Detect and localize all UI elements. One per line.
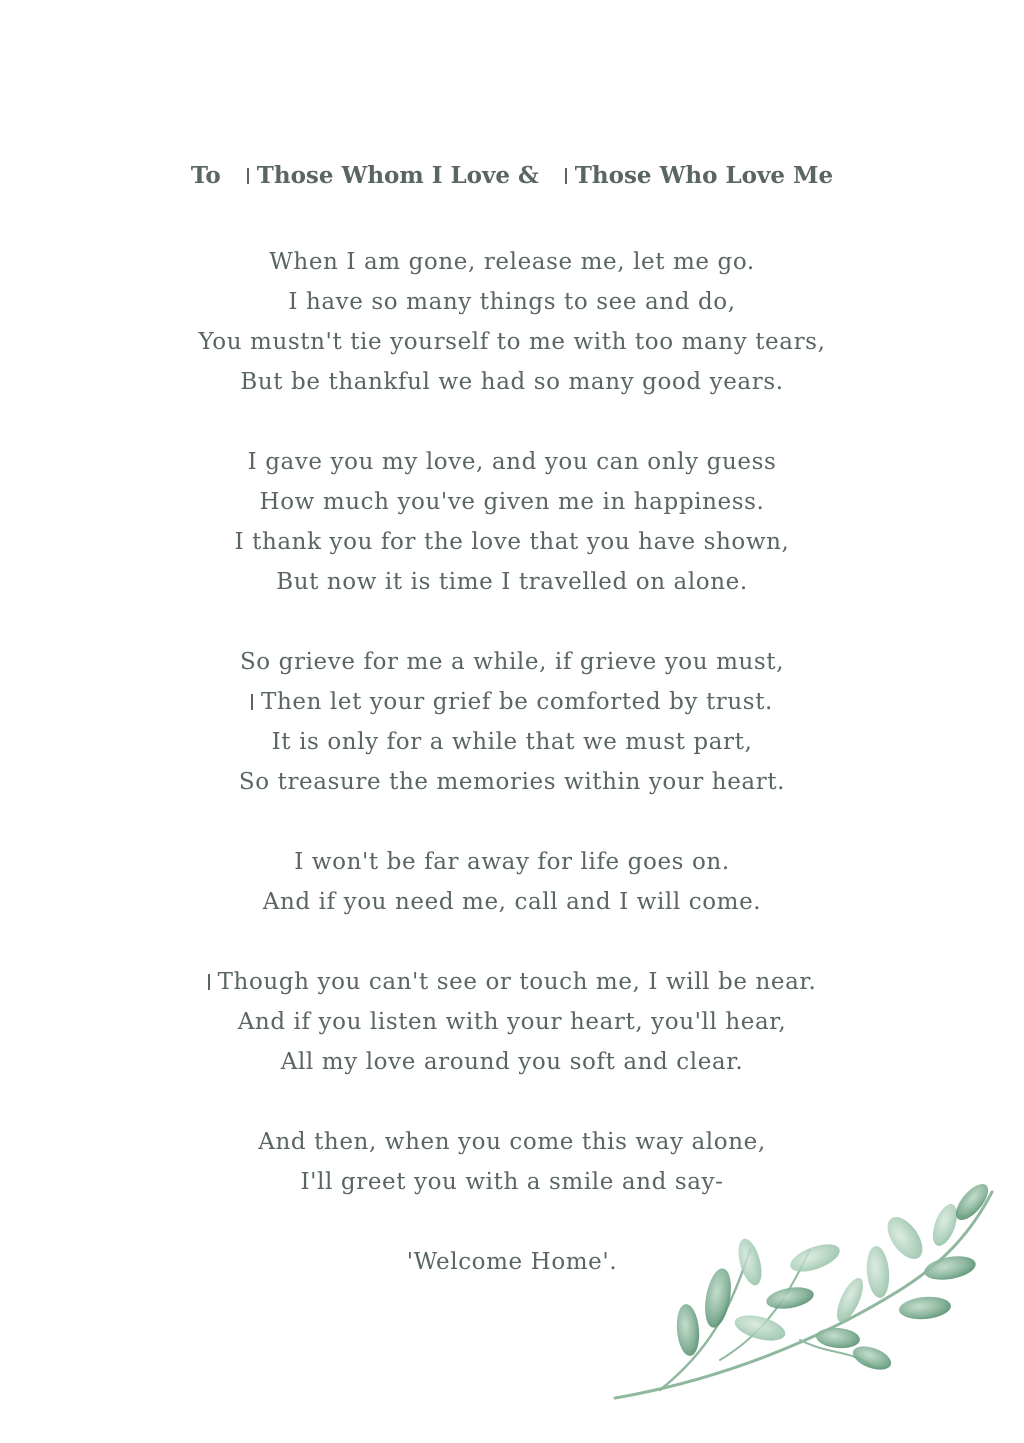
title-part-whom-i-love: Those Whom I Love & bbox=[256, 162, 539, 189]
poem-line: All my love around you soft and clear. bbox=[280, 1049, 744, 1075]
poem-line: How much you've given me in happiness. bbox=[259, 489, 765, 515]
poem-line-text: Then let your grief be comforted by trust. bbox=[261, 689, 773, 715]
stanza-1 bbox=[0, 242, 1024, 402]
poem-line: And then, when you come this way alone, bbox=[258, 1129, 766, 1155]
poem-line: I gave you my love, and you can only guess bbox=[247, 449, 777, 475]
text-cursor-mark bbox=[565, 168, 567, 184]
eucalyptus-branch-icon bbox=[600, 1180, 1020, 1410]
text-cursor-mark bbox=[247, 168, 249, 184]
poem-line: It is only for a while that we must part, bbox=[271, 729, 753, 755]
poem-line: I have so many things to see and do, bbox=[288, 289, 736, 315]
poem-line: So treasure the memories within your heart. bbox=[238, 769, 786, 795]
poem-line-with-mark bbox=[0, 682, 1024, 722]
poem-line: You mustn't tie yourself to me with too many tears, bbox=[198, 329, 826, 355]
stanza-2 bbox=[0, 442, 1024, 602]
poem-line: I'll greet you with a smile and say- bbox=[300, 1169, 724, 1195]
poem-line: But now it is time I travelled on alone. bbox=[276, 569, 748, 595]
poem-line: When I am gone, release me, let me go. bbox=[269, 249, 755, 275]
stanza-4 bbox=[0, 842, 1024, 922]
closing-line: 'Welcome Home'. bbox=[406, 1249, 618, 1275]
poem-body bbox=[0, 242, 1024, 1322]
title-part-to: To bbox=[190, 162, 221, 189]
poem-title bbox=[0, 162, 1024, 189]
stanza-5 bbox=[0, 962, 1024, 1082]
poem-line-with-mark bbox=[0, 962, 1024, 1002]
poem-line: But be thankful we had so many good years. bbox=[240, 369, 784, 395]
poem-line: I won't be far away for life goes on. bbox=[294, 849, 730, 875]
poem-line: And if you listen with your heart, you'll hear, bbox=[237, 1009, 787, 1035]
stanza-3 bbox=[0, 642, 1024, 802]
poem-line: So grieve for me a while, if grieve you must, bbox=[239, 649, 785, 675]
poem-line: And if you need me, call and I will come. bbox=[262, 889, 762, 915]
poem-line-text: Though you can't see or touch me, I will be near. bbox=[217, 969, 817, 995]
text-cursor-mark bbox=[208, 974, 210, 990]
title-part-who-love-me: Those Who Love Me bbox=[574, 162, 834, 189]
text-cursor-mark bbox=[251, 694, 253, 710]
poem-line: I thank you for the love that you have shown, bbox=[234, 529, 790, 555]
